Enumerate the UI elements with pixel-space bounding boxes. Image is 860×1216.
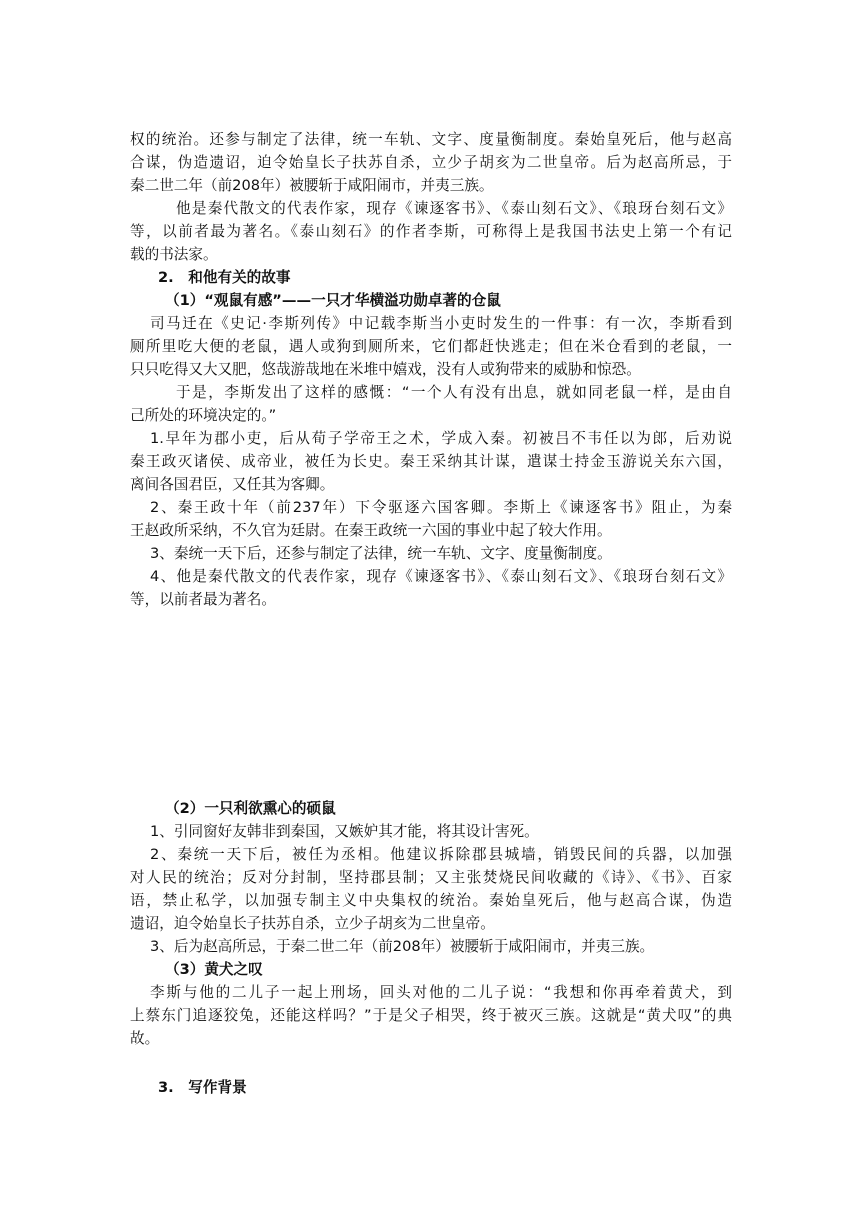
paragraph-line: 王赵政所采纳，不久官为廷尉。在秦王政统一六国的事业中起了较大作用。	[130, 522, 612, 539]
paragraph-line: 厕所里吃大便的老鼠，遇人或狗到厕所来，它们都赶快逃走；但在米仓看到的老鼠，一	[130, 338, 732, 355]
paragraph-line: 他是秦代散文的代表作家，现存《谏逐客书》、《泰山刻石文》、《琅玡台刻石文》	[176, 200, 732, 217]
paragraph-line: 秦二世二年（前208年）被腰斩于咸阳闹市，并夷三族。	[130, 177, 494, 194]
paragraph-line: 对人民的统治；反对分封制，坚持郡县制；又主张焚烧民间收藏的《诗》、《书》、百家	[130, 869, 732, 886]
paragraph-line: 语，禁止私学，以加强专制主义中央集权的统治。秦始皇死后，他与赵高合谋，伪造	[130, 892, 732, 909]
paragraph-line: 上蔡东门追逐狡兔，还能这样吗？”于是父子相哭，终于被灭三族。这就是“黄犬叹”的典	[130, 1007, 732, 1024]
paragraph-line: 2、秦统一天下后，被任为丞相。他建议拆除郡县城墙，销毁民间的兵器，以加强	[150, 846, 732, 863]
subsection-heading: （1）“观鼠有感”——一只才华横溢功勋卓著的仓鼠	[165, 292, 501, 309]
paragraph-line: 1.早年为郡小吏，后从荀子学帝王之术，学成入秦。初被吕不韦任以为郎，后劝说	[150, 430, 732, 447]
paragraph-line: 离间各国君臣，又任其为客卿。	[130, 476, 335, 493]
paragraph-line: 于是，李斯发出了这样的感慨：“一个人有没有出息，就如同老鼠一样，是由自	[176, 384, 732, 401]
paragraph-line: 只只吃得又大又肥，悠哉游哉地在米堆中嬉戏，没有人或狗带来的威胁和惊恐。	[130, 361, 641, 378]
paragraph-line: 己所处的环境决定的。”	[130, 407, 277, 424]
paragraph-line: 3、后为赵高所忌，于秦二世二年（前208年）被腰斩于咸阳闹市，并夷三族。	[150, 938, 655, 955]
paragraph-line: 3、秦统一天下后，还参与制定了法律，统一车轨、文字、度量衡制度。	[150, 545, 612, 562]
subsection-heading: （2）一只利欲熏心的硕鼠	[165, 800, 336, 817]
paragraph-line: 权的统治。还参与制定了法律，统一车轨、文字、度量衡制度。秦始皇死后，他与赵高	[130, 131, 732, 148]
paragraph-line: 等，以前者最为著名。《泰山刻石》的作者李斯，可称得上是我国书法史上第一个有记	[130, 223, 732, 240]
paragraph-line: 4、他是秦代散文的代表作家，现存《谏逐客书》、《泰山刻石文》、《琅玡台刻石文》	[150, 568, 732, 585]
paragraph-line: 2、秦王政十年（前237年）下令驱逐六国客卿。李斯上《谏逐客书》阻止，为秦	[150, 499, 732, 516]
paragraph-line: 故。	[130, 1030, 160, 1047]
paragraph-line: 李斯与他的二儿子一起上刑场，回头对他的二儿子说：“我想和你再牵着黄犬，到	[150, 984, 732, 1001]
paragraph-line: 遗诏，迫令始皇长子扶苏自杀，立少子胡亥为二世皇帝。	[130, 915, 495, 932]
paragraph-line: 司马迁在《史记·李斯列传》中记载李斯当小吏时发生的一件事：有一次，李斯看到	[150, 315, 732, 332]
paragraph-line: 秦王政灭诸侯、成帝业，被任为长史。秦王采纳其计谋，遣谋士持金玉游说关东六国，	[130, 453, 732, 470]
section-heading: 2. 和他有关的故事	[158, 269, 291, 286]
subsection-heading: （3）黄犬之叹	[165, 961, 263, 978]
section-heading: 3. 写作背景	[158, 1079, 247, 1096]
paragraph-line: 1、引同窗好友韩非到秦国，又嫉妒其才能，将其设计害死。	[150, 823, 539, 840]
paragraph-line: 载的书法家。	[130, 246, 218, 263]
paragraph-line: 等，以前者最为著名。	[130, 591, 276, 608]
paragraph-line: 合谋，伪造遗诏，迫令始皇长子扶苏自杀，立少子胡亥为二世皇帝。后为赵高所忌，于	[130, 154, 732, 171]
